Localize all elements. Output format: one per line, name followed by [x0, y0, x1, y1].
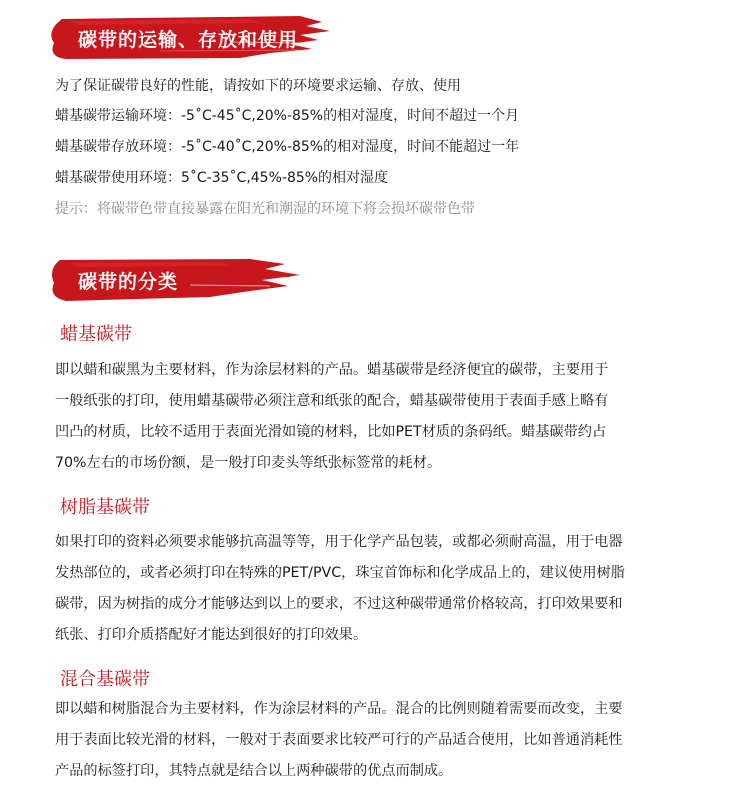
paragraph-line: 纸张、打印介质搭配好才能达到很好的打印效果。 [55, 627, 368, 643]
transport-env-line: 蜡基碳带运输环境：-5˚C-45˚C,20%-85%的相对湿度，时间不超过一个月 [55, 108, 520, 124]
paragraph-line: 一般纸张的打印，使用蜡基碳带必须注意和纸张的配合，蜡基碳带使用于表面手感上略有 [55, 393, 609, 409]
hint-line: 提示：将碳带色带直接暴露在阳光和潮湿的环境下将会损坏碳带色带 [55, 201, 475, 217]
type-description-wax [55, 355, 720, 479]
paragraph-line: 即以蜡和碳黑为主要材料，作为涂层材料的产品。蜡基碳带是经济便宜的碳带，主要用于 [55, 362, 609, 378]
intro-line: 为了保证碳带良好的性能，请按如下的环境要求运输、存放、使用 [55, 78, 461, 94]
paragraph-line: 即以蜡和树脂混合为主要材料，作为涂层材料的产品。混合的比例则随着需要而改变，主要 [55, 701, 623, 717]
section-title: 碳带的运输、存放和使用 [78, 29, 299, 51]
section-banner-storage [0, 13, 330, 63]
type-description-mixed [55, 694, 720, 787]
type-heading-resin: 树脂基碳带 [60, 497, 150, 518]
paragraph-line: 发热部位的，或者必须打印在特殊的PET/PVC，珠宝首饰标和化学成品上的，建议使用树脂 [55, 565, 625, 581]
paragraph-line: 70%左右的市场份额，是一般打印麦头等纸张标签常的耗材。 [55, 455, 442, 471]
paragraph-line: 用于表面比较光滑的材料，一般对于表面要求比较严可行的产品适合使用，比如普通消耗性 [55, 732, 623, 748]
type-heading-wax: 蜡基碳带 [60, 324, 132, 345]
storage-env-line: 蜡基碳带存放环境：-5˚C-40˚C,20%-85%的相对湿度，时间不能超过一年 [55, 139, 520, 155]
usage-env-line: 蜡基碳带使用环境：5˚C-35˚C,45%-85%的相对湿度 [55, 170, 389, 186]
paragraph-line: 凹凸的材质，比较不适用于表面光滑如镜的材料，比如PET材质的条码纸。蜡基碳带约占 [55, 424, 607, 440]
type-heading-mixed: 混合基碳带 [60, 669, 150, 690]
paragraph-line: 碳带，因为树指的成分才能够达到以上的要求，不过这种碳带通常价格较高，打印效果要和 [55, 596, 623, 612]
section-title: 碳带的分类 [78, 271, 179, 293]
paragraph-line: 如果打印的资料必须要求能够抗高温等等，用于化学产品包装，或都必须耐高温，用于电器 [55, 534, 623, 550]
section-banner-classification [0, 255, 330, 305]
type-description-resin [55, 527, 720, 651]
paragraph-line: 产品的标签打印，其特点就是结合以上两种碳带的优点而制成。 [55, 763, 453, 779]
